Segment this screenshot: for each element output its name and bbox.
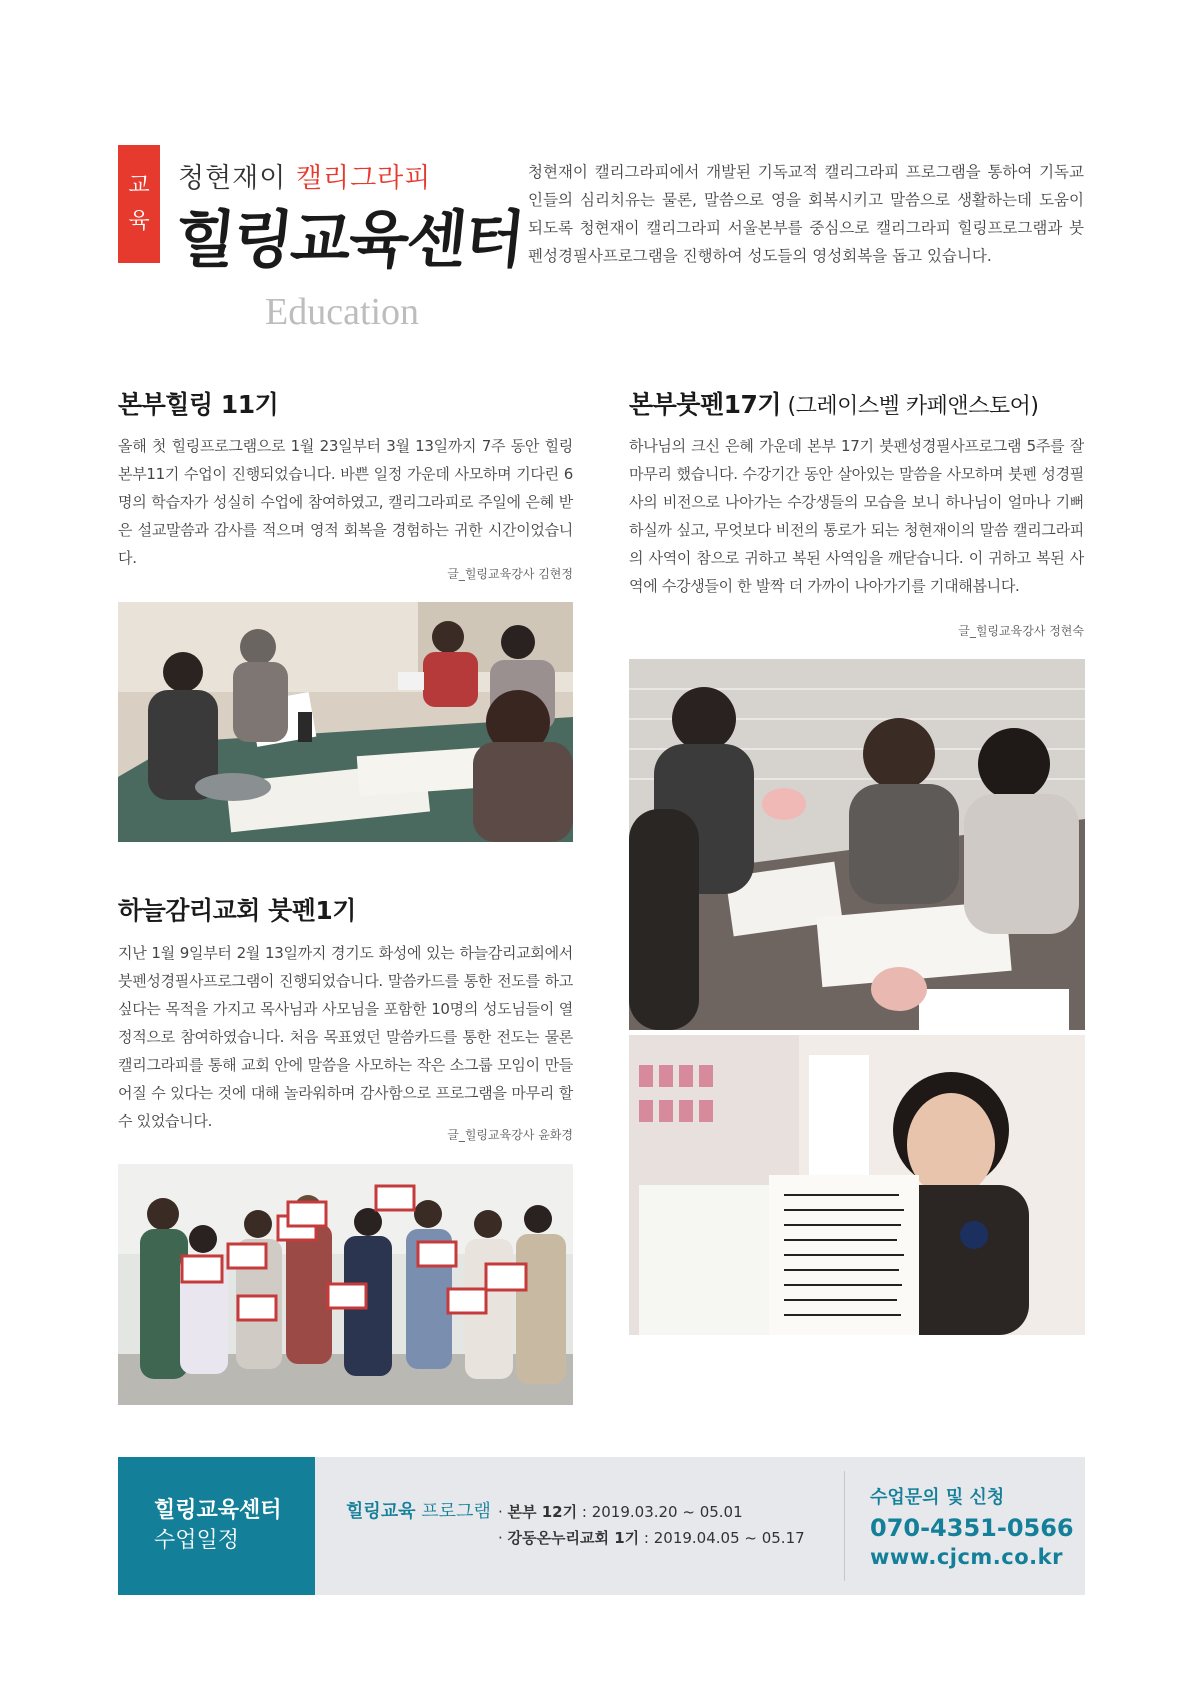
article-title-3 [629, 385, 1038, 421]
program-label-rest: 프로그램 [415, 1501, 491, 1522]
footer-divider [844, 1471, 845, 1581]
photo-bible-transcription [629, 1035, 1085, 1335]
article-body-3: 하나님의 크신 은혜 가운데 본부 17기 붓펜성경필사프로그램 5주를 잘 마무리 했습니다. 수강기간 동안 살아있는 말씀을 사모하며 붓펜 성경필사의 비전으로 나아가는 수강생들의 모습을 보니 하나님이 얼마나 기뻐하실까 싶고, 무엇보다 비전의 통로가 되는 청현재이의 말씀 캘리그라피의 사역이 참으로 귀하고 복된 사역임을 깨닫습니다. 이 귀하고 복된 사역에 수강생들이 한 발짝 더 가까이 나아가기를 기대해봅니다. [629, 437, 1084, 595]
article-title-3-main: 본부붓펜17기 [629, 390, 782, 419]
schedule-footer [118, 1457, 1085, 1595]
article-credit-1: 글_힐링교육강사 김현정 [447, 567, 573, 581]
article-title-2: 하늘감리교회 붓펜1기 [118, 896, 356, 925]
category-tag [118, 145, 160, 263]
contact-url[interactable]: www.cjcm.co.kr [870, 1545, 1063, 1569]
schedule-item [498, 1525, 805, 1551]
page-title: 힐링교육센터 [171, 203, 527, 276]
schedule-bullet: · [498, 1529, 508, 1547]
article-title-3-sub: (그레이스벨 카페앤스토어) [781, 394, 1039, 419]
article-body-1: 올해 첫 힐링프로그램으로 1월 23일부터 3월 13일까지 7주 동안 힐링본부11기 수업이 진행되었습니다. 바쁜 일정 가운데 사모하며 기다린 6명의 학습자가 성실히 수업에 참여하였고, 캘리그라피로 주일에 은혜 받은 설교말씀과 감사를 적으며 영적 회복을 경험하는 귀한 시간이었습니다. [118, 437, 573, 567]
schedule-bullet: · [498, 1503, 508, 1521]
program-label [346, 1497, 491, 1523]
page-subtitle: Education [265, 291, 420, 333]
intro-paragraph: 청현재이 캘리그라피에서 개발된 기독교적 캘리그라피 프로그램을 통하여 기독교인들의 심리치유는 물론, 말씀으로 영을 회복시키고 말씀으로 생활하는데 도움이 되도록 청현재이 캘리그라피 서울본부를 중심으로 캘리그라피 힐링프로그램과 붓펜성경필사프로그램을 진행하여 성도들의 영성회복을 돕고 있습니다. [528, 163, 1084, 265]
footer-subtitle: 수업일정 [154, 1528, 240, 1553]
brand-prefix: 청현재이 [178, 163, 296, 194]
schedule-item-name: 본부 12기 [507, 1503, 578, 1521]
schedule-list [498, 1499, 805, 1551]
article-credit-2: 글_힐링교육강사 윤화경 [447, 1128, 573, 1142]
photo-group-certificates [118, 1164, 573, 1405]
footer-title-block [118, 1457, 315, 1595]
contact-label: 수업문의 및 신청 [870, 1487, 1005, 1508]
photo-brushpen-class [629, 659, 1085, 1030]
schedule-item-dates: : 2019.04.05 ~ 05.17 [639, 1529, 805, 1547]
schedule-item [498, 1499, 805, 1525]
brand-accent: 캘리그라피 [295, 163, 432, 194]
schedule-item-name: 강동온누리교회 1기 [507, 1529, 640, 1547]
tag-char-1: 교 [128, 173, 150, 198]
footer-title: 힐링교육센터 [154, 1498, 282, 1523]
program-label-bold: 힐링교육 [346, 1501, 416, 1522]
article-title-1: 본부힐링 11기 [118, 390, 279, 419]
photo-healing-class [118, 602, 573, 842]
schedule-item-dates: : 2019.03.20 ~ 05.01 [577, 1503, 743, 1521]
article-body-2: 지난 1월 9일부터 2월 13일까지 경기도 화성에 있는 하늘감리교회에서 붓펜성경필사프로그램이 진행되었습니다. 말씀카드를 통한 전도를 하고 싶다는 목적을 가지고 목사님과 사모님을 포함한 10명의 성도님들이 열정적으로 참여하였습니다. 처음 목표였던 말씀카드를 통한 전도는 물론 캘리그라피를 통해 교회 안에 말씀을 사모하는 작은 소그룹 모임이 만들어질 수 있다는 것에 대해 놀라워하며 감사함으로 프로그램을 마무리 할 수 있었습니다. [118, 944, 573, 1130]
tag-char-2: 육 [128, 209, 150, 234]
contact-phone[interactable]: 070-4351-0566 [870, 1514, 1074, 1542]
article-credit-3: 글_힐링교육강사 정현숙 [958, 624, 1084, 638]
